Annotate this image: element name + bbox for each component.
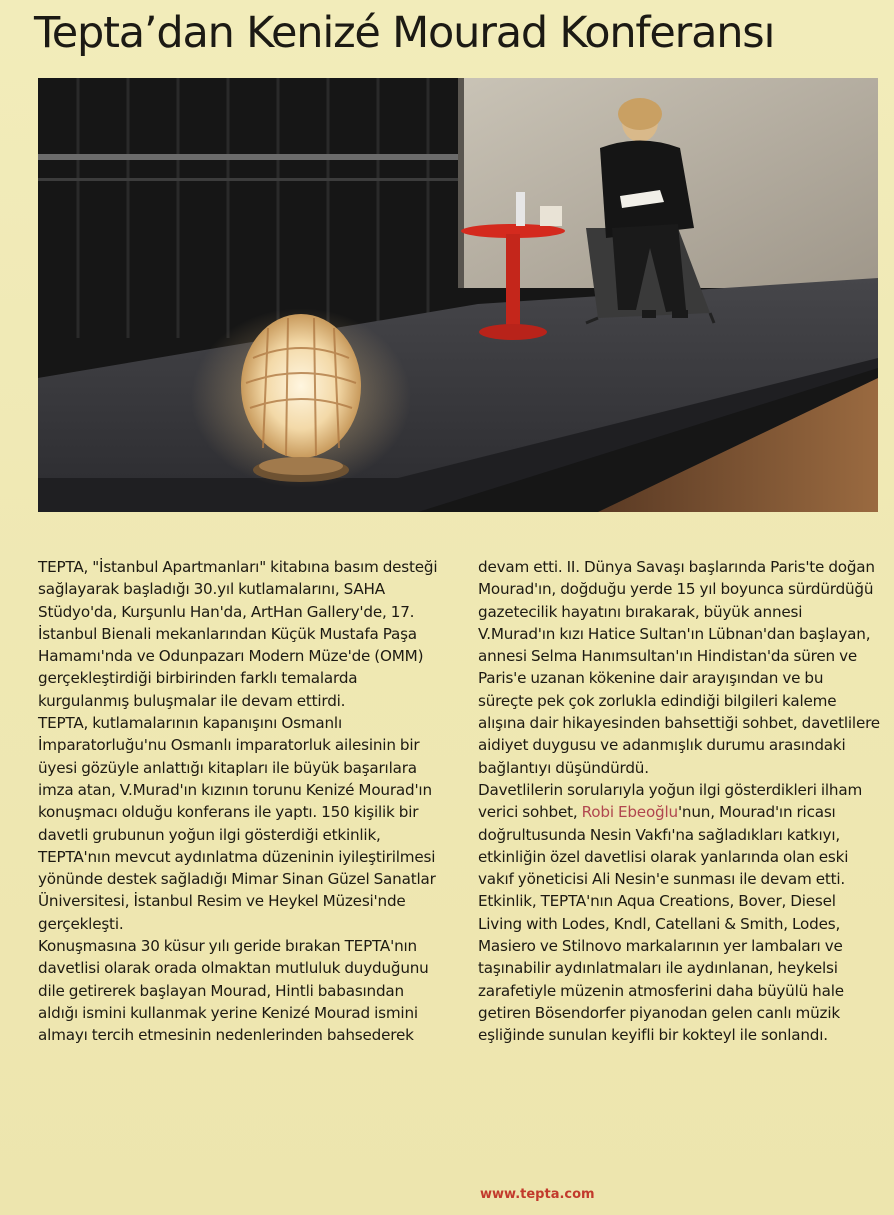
article-paragraph: Etkinlik, TEPTA'nın Aqua Creations, Bover, Diesel Living with Lodes, Kndl, Catellani & Smith, Lodes, Masiero ve Stilnovo markalarının yer lambaları ve taşınabilir aydınlatmaları ile aydınlanan, heykelsi zarafetiyle müzenin atmosferini daha büyülü hale getiren Bösendorfer piyanodan gelen canlı müzik eşliğinde sunulan keyifli bir kokteyl ile sonlandı. [478, 892, 844, 1045]
article-paragraph [478, 779, 882, 890]
website-link[interactable]: www.tepta.com [480, 1187, 595, 1202]
article-paragraph: TEPTA, kutlamalarının kapanışını Osmanlı İmparatorluğu'nu Osmanlı imparatorluk ailesinin bir üyesi gözüyle anlattığı kitapları ile büyük başarılara imza atan, V.Murad'ın kızının torunu Kenizé Mourad'ın konuşmacı olduğu konferans ile yaptı. 150 kişilik bir davetli grubunun yoğun ilgi gösterdiği etkinlik, TEPTA'nın mevcut aydınlatma düzeninin iyileştirilmesi yönünde destek sağladığı Mimar Sinan Güzel Sanatlar Üniversitesi, İstanbul Resim ve Heykel Müzesi'nde gerçekleşti. [38, 714, 436, 933]
article-paragraph: TEPTA, "İstanbul Apartmanları" kitabına basım desteği sağlayarak başladığı 30.yıl kutlamalarını, SAHA Stüdyo'da, Kurşunlu Han'da, ArtHan Gallery'de, 17. İstanbul Bienali mekanlarından Küçük Mustafa Paşa Hamamı'nda ve Odunpazarı Modern Müze'de (OMM) gerçekleştirdiği birbirinden farklı temalarda kurgulanmış buluşmalar ile devam ettirdi. [38, 558, 438, 710]
paragraph-text: Davetlilerin sorularıyla yoğun ilgi gösterdikleri ilham verici sohbet, [478, 780, 863, 822]
article-headline: Tepta’dan Kenizé Mourad Konferansı [34, 8, 775, 58]
article-paragraph: devam etti. II. Dünya Savaşı başlarında Paris'te doğan Mourad'ın, doğduğu yerde 15 yıl boyunca sürdürdüğü gazetecilik hayatını bırakarak, büyük annesi V.Murad'ın kızı Hatice Sultan'ın Lübnan'dan başlayan, annesi Selma Hanımsultan'ın Hindistan'da süren ve Paris'e uzanan kökenine dair arayışından ve bu süreçte pek çok zorlukla edindiği bilgileri kaleme alışına dair hikayesinden bahsettiği sohbet, davetlilere aidiyet duygusu ve adanmışlık durumu arasındaki bağlantıyı düşündürdü. [478, 558, 880, 777]
highlighted-name: Robi Ebeoğlu [581, 803, 678, 822]
article-column-right [478, 556, 882, 1047]
conference-photo [38, 78, 878, 512]
article-paragraph: Konuşmasına 30 küsur yılı geride bırakan TEPTA'nın davetlisi olarak orada olmaktan mutluluk duyduğunu dile getirerek başlayan Mourad, Hintli babasından aldığı ismini kullanmak yerine Kenizé Mourad ismini almayı tercih etmesinin nedenlerinden bahsederek [38, 937, 429, 1045]
paragraph-text: 'nun, Mourad'ın ricası doğrultusunda Nesin Vakfı'na sağladıkları katkıyı, etkinliğin özel davetlisi olarak yanlarında olan eski vakıf yöneticisi Ali Nesin'e sunması ile devam etti. [478, 803, 849, 889]
article-column-left [38, 556, 446, 1047]
